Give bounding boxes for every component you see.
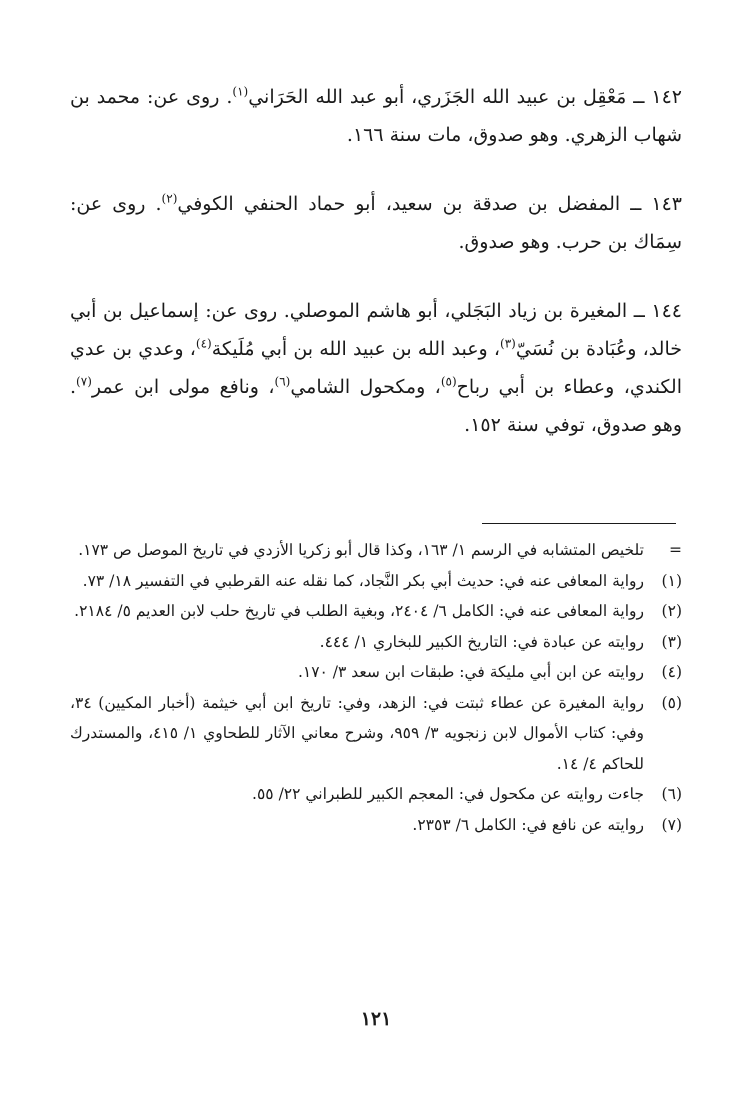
footnote-ref[interactable]: (٥) (440, 374, 457, 389)
footnote-ref[interactable]: (٦) (274, 374, 291, 389)
footnote-continuation (70, 535, 682, 566)
footnote-marker: (٧) (661, 815, 682, 834)
entry-text: ، ونافع مولى ابن عمر (91, 376, 275, 398)
footnote-marker: (٤) (661, 663, 682, 681)
footnote-ref[interactable]: (٧) (76, 374, 92, 389)
footnote-marker: = (669, 541, 682, 559)
footnote-ref[interactable]: (٣) (500, 336, 516, 351)
footnote-3 (70, 627, 682, 658)
footnote-divider (482, 523, 676, 524)
footnote-ref[interactable]: (٤) (195, 336, 212, 351)
footnotes (70, 535, 682, 840)
entry-text: . روى عن: سِمَاك بن حرب. وهو صدوق. (70, 193, 682, 253)
footnote-text: روايته عن عبادة في: التاريخ الكبير للبخاري ١/ ٤٤٤. (319, 632, 644, 651)
footnote-text: جاءت روايته عن مكحول في: المعجم الكبير للطبراني ٢٢/ ٥٥. (252, 785, 644, 803)
footnote-marker: (٢) (661, 602, 682, 620)
entry-text: ، ومكحول الشامي (290, 376, 441, 398)
entry-text: . روى عن: محمد بن شهاب الزهري. وهو صدوق، مات سنة ١٦٦. (70, 86, 682, 146)
footnote-text: رواية المعافى عنه في: حديث أبي بكر النَّجاد، كما نقله عنه القرطبي في التفسير ١٨/ ٧٣. (82, 571, 644, 590)
footnote-ref[interactable]: (٢) (161, 191, 178, 206)
entry-text: ، وعبد الله بن عبيد الله بن أبي مُلَيكة (211, 338, 500, 360)
entry-text: ١٤٣ ــ المفضل بن صدقة بن سعيد، أبو حماد الحنفي الكوفي (177, 193, 683, 215)
footnote-marker: (٥) (661, 693, 682, 712)
entry-142 (70, 78, 682, 154)
footnote-6 (70, 779, 682, 810)
main-text (70, 78, 682, 475)
footnote-ref[interactable]: (١) (232, 84, 249, 99)
footnote-text: روايته عن ابن أبي مليكة في: طبقات ابن سعد ٣/ ١٧٠. (297, 663, 644, 681)
page-number: ١٢١ (360, 1008, 392, 1030)
footnote-4 (70, 657, 682, 688)
entry-text: ١٤٢ ــ مَعْقِل بن عبيد الله الجَزَري، أبو عبد الله الحَرَاني (248, 86, 682, 108)
footnote-2 (70, 596, 682, 627)
entry-143 (70, 185, 682, 261)
footnote-text: تلخيص المتشابه في الرسم ١/ ١٦٣، وكذا قال أبو زكريا الأزدي في تاريخ الموصل ص ١٧٣. (78, 541, 644, 559)
footnote-1 (70, 566, 682, 597)
footnote-marker: (٦) (661, 785, 682, 803)
footnote-text: رواية المغيرة عن عطاء ثبتت في: الزهد، وفي: تاريخ ابن أبي خيثمة (أخبار المكيين) ٣٤، وفي: كتاب الأموال لابن زنجويه ٣/ ٩٥٩، وشرح معاني الآثار للطحاوي ١/ ٤١٥، والمستدرك للحاكم ٤/ ١٤. (70, 693, 645, 773)
footnote-marker: (٣) (661, 632, 682, 651)
entry-144 (70, 292, 682, 444)
footnote-7 (70, 810, 682, 841)
entry-text: ، وعدي بن عدي الكندي، وعطاء بن أبي رباح (70, 338, 682, 398)
footnote-text: رواية المعافى عنه في: الكامل ٦/ ٢٤٠٤، وبغية الطلب في تاريخ حلب لابن العديم ٥/ ٢١٨٤. (74, 602, 644, 620)
footnote-5 (70, 688, 682, 780)
entry-text: . وهو صدوق، توفي سنة ١٥٢. (70, 376, 682, 436)
entry-text: ١٤٤ ــ المغيرة بن زياد البَجَلي، أبو هاشم الموصلي. روى عن: إسماعيل بن أبي خالد، وعُبَادة بن نُسَيّ (70, 300, 683, 360)
footnote-marker: (١) (661, 571, 682, 590)
footnote-text: روايته عن نافع في: الكامل ٦/ ٢٣٥٣. (412, 815, 644, 834)
